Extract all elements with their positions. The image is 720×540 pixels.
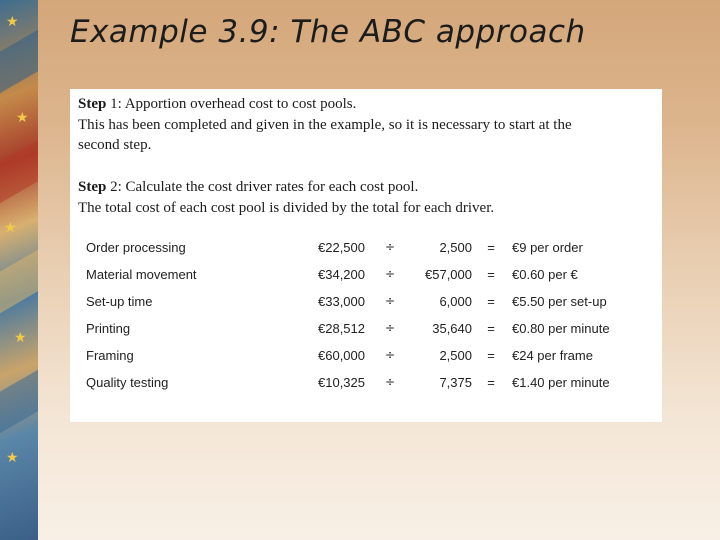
step1-number: 1: bbox=[110, 96, 122, 112]
step1-text-line2: second step. bbox=[78, 137, 152, 153]
table-row bbox=[70, 267, 662, 287]
step2-text-line1: The total cost of each cost pool is divided by the total for each driver. bbox=[78, 200, 495, 216]
cost-pool-total: €10,325 bbox=[318, 375, 365, 390]
cost-pool-name: Quality testing bbox=[86, 375, 169, 390]
equals-sign: = bbox=[487, 240, 495, 255]
driver-rate: €0.60 per € bbox=[512, 267, 578, 282]
driver-rate: €0.80 per minute bbox=[512, 321, 610, 336]
cost-pool-name: Set-up time bbox=[86, 294, 153, 309]
step2-heading-text: Calculate the cost driver rates for each cost pool. bbox=[125, 179, 419, 195]
step1-label: Step bbox=[78, 96, 107, 112]
equals-sign: = bbox=[487, 348, 495, 363]
decorative-band bbox=[0, 360, 38, 436]
table-row bbox=[70, 348, 662, 368]
equals-sign: = bbox=[487, 321, 495, 336]
divide-sign: ÷ bbox=[384, 294, 396, 308]
equals-sign: = bbox=[487, 294, 495, 309]
cost-pool-total: €33,000 bbox=[318, 294, 365, 309]
cost-pool-total: €22,500 bbox=[318, 240, 365, 255]
table-row bbox=[70, 240, 662, 260]
star-icon: ★ bbox=[14, 330, 27, 346]
step2-label: Step bbox=[78, 179, 107, 195]
driver-total: 7,375 bbox=[439, 375, 472, 390]
cost-pool-name: Framing bbox=[86, 348, 134, 363]
divide-sign: ÷ bbox=[384, 348, 396, 362]
decorative-banknote-strip bbox=[0, 0, 38, 540]
cost-pool-total: €60,000 bbox=[318, 348, 365, 363]
driver-total: 2,500 bbox=[439, 348, 472, 363]
driver-total: 6,000 bbox=[439, 294, 472, 309]
table-row bbox=[70, 321, 662, 341]
equals-sign: = bbox=[487, 375, 495, 390]
decorative-band bbox=[0, 130, 38, 206]
star-icon: ★ bbox=[4, 220, 17, 236]
cost-pool-name: Material movement bbox=[86, 267, 197, 282]
table-row bbox=[70, 375, 662, 395]
divide-sign: ÷ bbox=[384, 267, 396, 281]
step1-heading bbox=[78, 94, 356, 114]
cost-pool-total: €28,512 bbox=[318, 321, 365, 336]
slide-title: Example 3.9: The ABC approach bbox=[70, 14, 586, 50]
divide-sign: ÷ bbox=[384, 375, 396, 389]
divide-sign: ÷ bbox=[384, 321, 396, 335]
step2-heading bbox=[78, 177, 418, 197]
driver-rate: €5.50 per set-up bbox=[512, 294, 607, 309]
step2-number: 2: bbox=[110, 179, 122, 195]
driver-rate: €9 per order bbox=[512, 240, 583, 255]
decorative-band bbox=[0, 20, 38, 96]
step1-text-line1: This has been completed and given in the example, so it is necessary to start at the bbox=[78, 117, 572, 133]
cost-pool-name: Order processing bbox=[86, 240, 186, 255]
table-row bbox=[70, 294, 662, 314]
divide-sign: ÷ bbox=[384, 240, 396, 254]
cost-pool-name: Printing bbox=[86, 321, 131, 336]
star-icon: ★ bbox=[6, 450, 19, 466]
driver-rate: €1.40 per minute bbox=[512, 375, 610, 390]
star-icon: ★ bbox=[16, 110, 29, 126]
equals-sign: = bbox=[487, 267, 495, 282]
content-panel bbox=[70, 89, 662, 422]
step1-heading-text: Apportion overhead cost to cost pools. bbox=[124, 96, 357, 112]
driver-total: 2,500 bbox=[439, 240, 472, 255]
driver-rate: €24 per frame bbox=[512, 348, 593, 363]
decorative-band bbox=[0, 240, 38, 316]
driver-total: 35,640 bbox=[432, 321, 472, 336]
cost-pool-total: €34,200 bbox=[318, 267, 365, 282]
star-icon: ★ bbox=[6, 14, 19, 30]
driver-total: €57,000 bbox=[425, 267, 472, 282]
